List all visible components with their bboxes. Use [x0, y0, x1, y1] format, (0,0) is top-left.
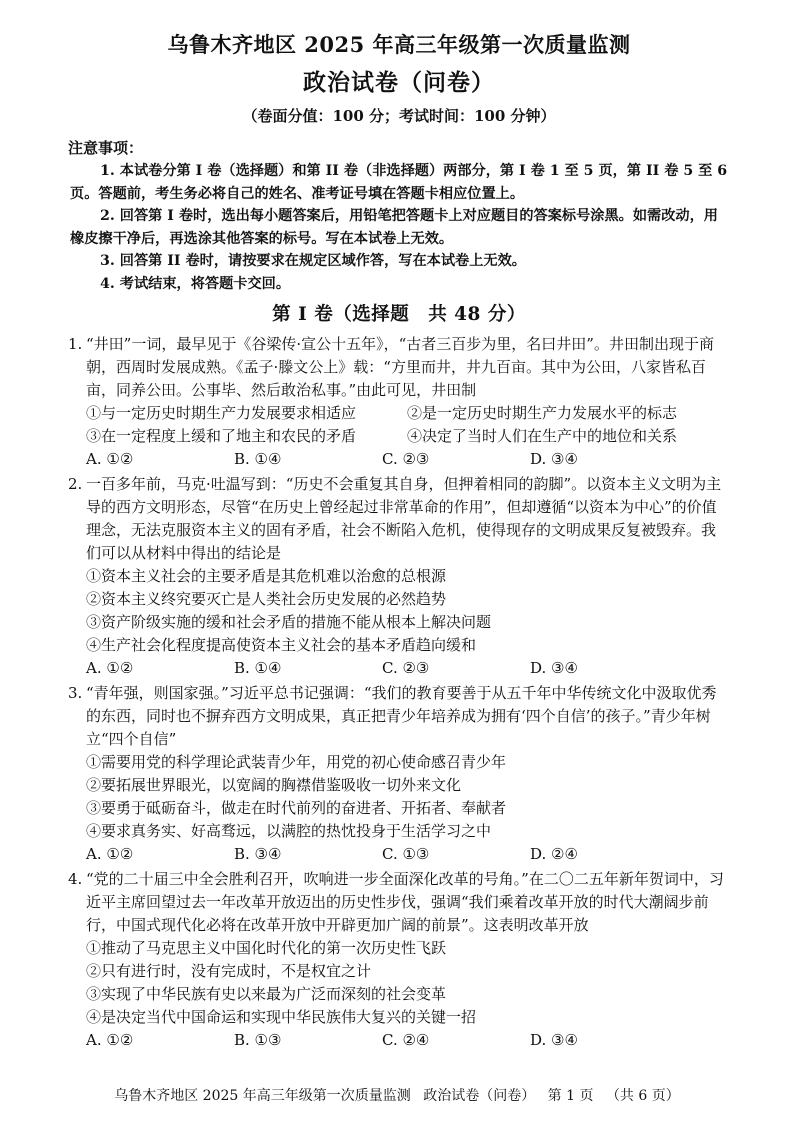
answer-choices: [86, 843, 728, 866]
statement-option: ②要拓展世界眼光，以宽阔的胸襟借鉴吸收一切外来文化: [86, 776, 462, 794]
page-footer: [0, 1086, 794, 1106]
notice-item: 4. 考试结束，将答题卡交回。: [100, 275, 291, 292]
statement-option: ③资产阶级实施的缓和社会矛盾的措施不能从根本上解决问题: [86, 613, 492, 631]
statement-option: ④决定了当时人们在生产中的地位和关系: [407, 427, 678, 445]
answer-choice-b: B. ①④: [234, 450, 282, 468]
statement-option: ③在一定程度上缓和了地主和农民的矛盾: [86, 427, 357, 445]
statement-option: ③要勇于砥砺奋斗，做走在时代前列的奋进者、开拓者、奉献者: [86, 799, 507, 817]
answer-choice-d: D. ③④: [530, 450, 578, 468]
notice-heading: 注意事项：: [68, 139, 144, 157]
footer-subject: 政治试卷（问卷）: [423, 1088, 536, 1104]
answer-choices: [86, 657, 728, 680]
notice-section: [70, 136, 728, 295]
statement-option: ①与一定历史时期生产力发展要求相适应: [86, 404, 357, 422]
question-4: [70, 868, 728, 1052]
answer-choice-c: C. ②③: [382, 450, 430, 468]
option-list: [86, 402, 728, 448]
answer-choice-b: B. ①④: [234, 659, 282, 677]
answer-choice-d: D. ②④: [530, 845, 578, 863]
answer-choice-c: C. ①③: [382, 845, 430, 863]
section-title: 第 I 卷（选择题 共 48 分）: [272, 304, 526, 325]
question-2: [70, 473, 728, 680]
answer-choice-a: A. ①②: [86, 845, 134, 863]
notice-item: 1. 本试卷分第 I 卷（选择题）和第 II 卷（非选择题）两部分，第 I 卷 1 至 5 页，第 II 卷 5 至 6 页。答题前，考生务必将自己的姓名、准考证号填在答题卡相应位置上。: [70, 163, 728, 202]
statement-option: ②只有进行时，没有完成时，不是权宜之计: [86, 962, 372, 980]
footer-exam-name: 乌鲁木齐地区 2025 年高三年级第一次质量监测: [114, 1088, 411, 1104]
statement-option: ①推动了马克思主义中国化时代化的第一次历史性飞跃: [86, 939, 447, 957]
answer-choice-a: A. ①②: [86, 1031, 134, 1049]
statement-option: ②资本主义终究要灭亡是人类社会历史发展的必然趋势: [86, 590, 447, 608]
notice-item: 3. 回答第 II 卷时，请按要求在规定区域作答，写在本试卷上无效。: [100, 253, 526, 269]
statement-option: ④生产社会化程度提高使资本主义社会的基本矛盾趋向缓和: [86, 636, 477, 654]
question-number: 1.: [68, 335, 83, 353]
question-3: [70, 682, 728, 866]
question-1: [70, 333, 728, 471]
answer-choice-d: D. ③④: [530, 1031, 578, 1049]
question-stem: “井田”一词，最早见于《谷梁传·宣公十五年》，“古者三百步为里，名曰井田”。井田制出现于商朝，西周时发展成熟。《孟子·滕文公上》载：“方里而井，井九百亩。其中为公田，八家皆私百亩，同养公田。公事毕、然后敢治私事。”由此可见，井田制: [86, 335, 714, 399]
answer-choice-c: C. ②④: [382, 1031, 430, 1049]
question-stem: “党的二十届三中全会胜利召开，吹响进一步全面深化改革的号角。”在二〇二五年新年贺词中，习近平主席回望过去一年改革开放迈出的历史性步伐，强调“我们乘着改革开放的时代大潮阔步前行，中国式现代化必将在改革开放中开辟更加广阔的前景”。这表明改革开放: [86, 870, 724, 934]
answer-choice-a: A. ①②: [86, 659, 134, 677]
question-number: 2.: [68, 475, 83, 493]
statement-option: ③实现了中华民族有史以来最为广泛而深刻的社会变革: [86, 985, 447, 1003]
statement-option: ④要求真务实、好高骛远，以满腔的热忱投身于生活学习之中: [86, 822, 492, 840]
answer-choice-d: D. ③④: [530, 659, 578, 677]
answer-choices: [86, 448, 728, 471]
question-number: 3.: [68, 684, 83, 702]
question-stem: 一百多年前，马克·吐温写到：“历史不会重复其自身，但押着相同的韵脚”。以资本主义文明为主导的西方文明形态，尽管“在历史上曾经起过非常革命的作用”，但却遵循“以资本为中心”的价值理念，无法克服资本主义的固有矛盾，社会不断陷入危机，使得现存的文明成果反复被毁弃。我们可以从材料中得出的结论是: [86, 475, 722, 562]
statement-option: ②是一定历史时期生产力发展水平的标志: [407, 404, 678, 422]
exam-title: 乌鲁木齐地区 2025 年高三年级第一次质量监测: [167, 32, 631, 57]
answer-choice-a: A. ①②: [86, 450, 134, 468]
answer-choice-b: B. ①③: [234, 1031, 282, 1049]
answer-choice-c: C. ②③: [382, 659, 430, 677]
exam-info: （卷面分值：100 分；考试时间：100 分钟）: [242, 107, 556, 125]
footer-total-pages: （共 6 页）: [605, 1088, 680, 1104]
statement-option: ④是决定当代中国命运和实现中华民族伟大复兴的关键一招: [86, 1008, 477, 1026]
answer-choices: [86, 1029, 728, 1052]
statement-option: ①需要用党的科学理论武装青少年，用党的初心使命感召青少年: [86, 753, 507, 771]
notice-item: 2. 回答第 I 卷时，选出每小题答案后，用铅笔把答题卡上对应题目的答案标号涂黑。如需改动，用橡皮擦干净后，再选涂其他答案的标号。写在本试卷上无效。: [70, 208, 718, 247]
statement-option: ①资本主义社会的主要矛盾是其危机难以治愈的总根源: [86, 567, 447, 585]
footer-page-number: 第 1 页: [547, 1088, 594, 1104]
answer-choice-b: B. ③④: [234, 845, 282, 863]
question-number: 4.: [68, 870, 83, 888]
question-stem: “青年强，则国家强。”习近平总书记强调：“我们的教育要善于从五千年中华传统文化中汲取优秀的东西，同时也不摒弃西方文明成果，真正把青少年培养成为拥有‘四个自信’的孩子。”青少年树立“四个自信”: [86, 684, 717, 748]
exam-subtitle: 政治试卷（问卷）: [303, 69, 495, 96]
